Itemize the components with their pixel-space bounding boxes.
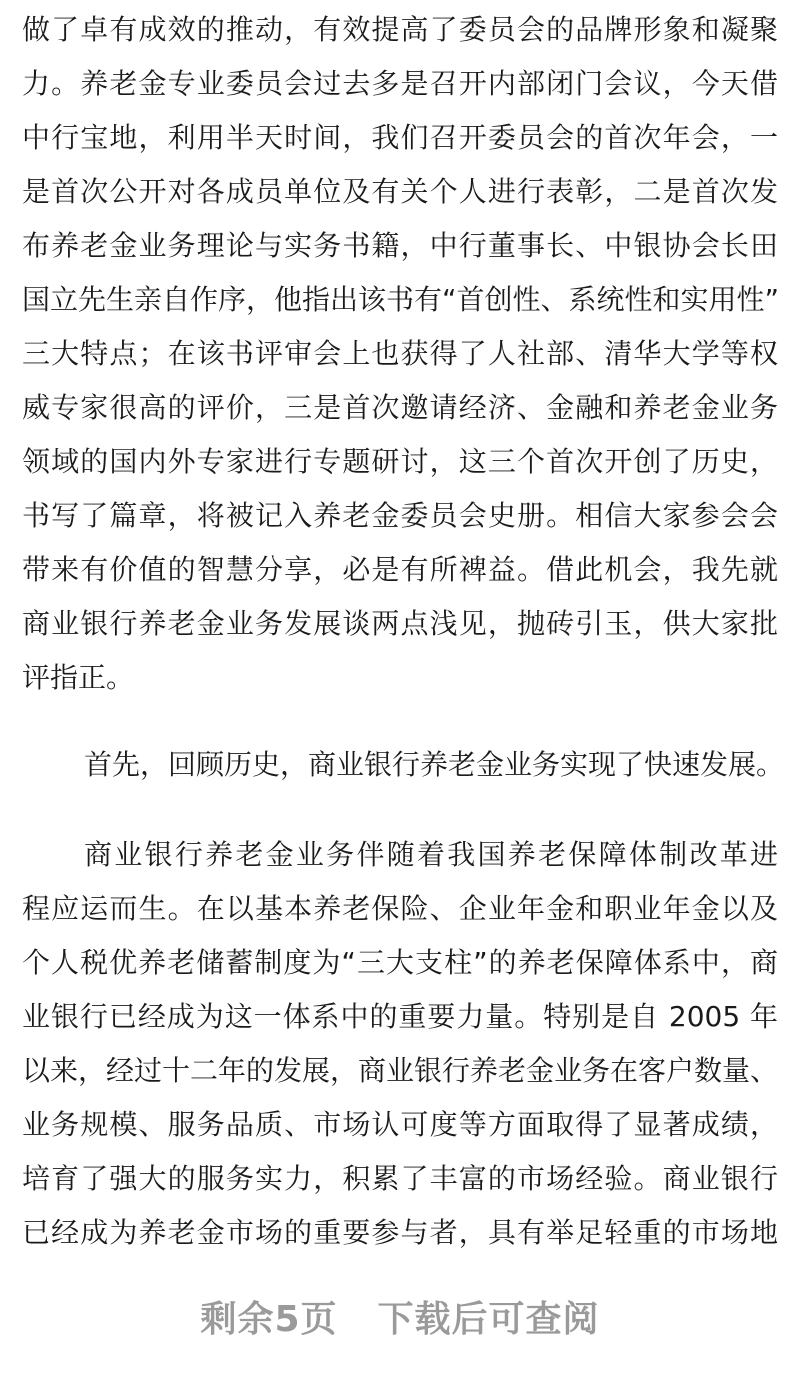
paragraph-1-line-10: 书写了篇章，将被记入养老金委员会史册。相信大家参会会 bbox=[22, 499, 778, 532]
paragraph-2-line-8: 已经成为养老金市场的重要参与者，具有举足轻重的市场地 bbox=[22, 1216, 778, 1249]
paragraph-1-line-6: 国立先生亲自作序，他指出该书有“首创性、系统性和实用性” bbox=[22, 283, 780, 316]
download-to-view-text[interactable]: 下载后可查阅 bbox=[377, 1299, 600, 1340]
paragraph-1-line-4: 是首次公开对各成员单位及有关个人进行表彰，二是首次发 bbox=[22, 175, 778, 208]
paragraph-1-line-9: 领域的国内外专家进行专题研讨，这三个首次开创了历史， bbox=[22, 445, 778, 478]
download-prompt[interactable] bbox=[0, 1290, 800, 1350]
paragraph-1-line-8: 威专家很高的评价，三是首次邀请经济、金融和养老金业务 bbox=[22, 391, 778, 424]
remaining-pages-text: 剩余5页 bbox=[200, 1299, 338, 1340]
paragraph-1-line-11: 带来有价值的智慧分享，必是有所裨益。借此机会，我先就 bbox=[22, 553, 778, 586]
paragraph-2-line-1: 商业银行养老金业务伴随着我国养老保障体制改革进 bbox=[84, 838, 778, 871]
paragraph-2-line-6: 业务规模、服务品质、市场认可度等方面取得了显著成绩， bbox=[22, 1108, 778, 1141]
paragraph-2-line-3: 个人税优养老储蓄制度为“三大支柱”的养老保障体系中，商 bbox=[22, 946, 778, 979]
paragraph-2-line-2: 程应运而生。在以基本养老保险、企业年金和职业年金以及 bbox=[22, 892, 778, 925]
paragraph-2-line-5: 以来，经过十二年的发展，商业银行养老金业务在客户数量、 bbox=[22, 1054, 779, 1087]
paragraph-2-line-4: 业银行已经成为这一体系中的重要力量。特别是自 2005 年 bbox=[22, 1000, 778, 1033]
paragraph-1-line-12: 商业银行养老金业务发展谈两点浅见，抛砖引玉，供大家批 bbox=[22, 607, 778, 640]
paragraph-1-line-13: 评指正。 bbox=[22, 661, 135, 694]
paragraph-1-line-1: 做了卓有成效的推动，有效提高了委员会的品牌形象和凝聚 bbox=[22, 13, 778, 46]
paragraph-2-line-7: 培育了强大的服务实力，积累了丰富的市场经验。商业银行 bbox=[22, 1162, 778, 1195]
paragraph-1-line-2: 力。养老金专业委员会过去多是召开内部闭门会议，今天借 bbox=[22, 67, 778, 100]
paragraph-1-line-5: 布养老金业务理论与实务书籍，中行董事长、中银协会长田 bbox=[22, 229, 778, 262]
paragraph-1-line-7: 三大特点；在该书评审会上也获得了人社部、清华大学等权 bbox=[22, 337, 778, 370]
section-heading: 首先，回顾历史，商业银行养老金业务实现了快速发展。 bbox=[84, 748, 785, 781]
paragraph-1-line-3: 中行宝地，利用半天时间，我们召开委员会的首次年会，一 bbox=[22, 121, 778, 154]
